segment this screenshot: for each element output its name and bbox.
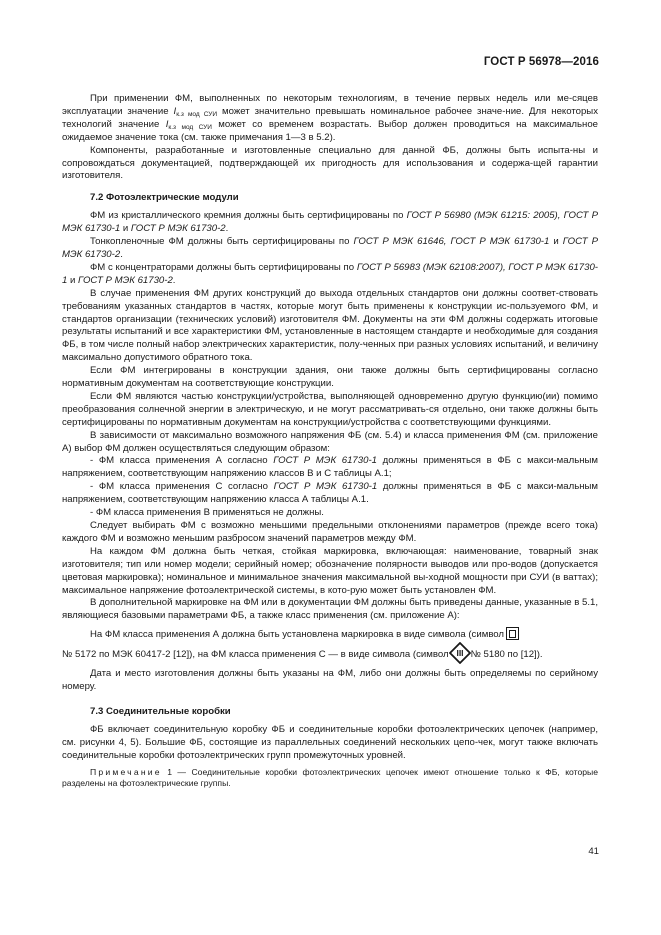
- paragraph: Тонкопленочные ФМ должны быть сертифицированы по ГОСТ Р МЭК 61646, ГОСТ Р МЭК 61730-1 и ГОСТ Р МЭК 61730-2.: [62, 236, 598, 260]
- paragraph: Компоненты, разработанные и изготовленные специально для данной ФБ, должны быть испыта-ны и сопровождаться документацией, подтверждающей их пригодность для использования и содержа-щей гарантии изготовителя.: [62, 144, 598, 182]
- paragraph: В зависимости от максимально возможного напряжения ФБ (см. 5.4) и класса применения ФМ (см. приложение А) выбор ФМ должен осуществляться следующим образом:: [62, 429, 598, 454]
- paragraph: Дата и место изготовления должны быть указаны на ФМ, либо они должны быть определяемы по серийному номеру.: [62, 668, 598, 693]
- class-iii-symbol-icon: [449, 642, 471, 664]
- list-item: - ФМ класса применения В применяться не должны.: [90, 507, 324, 519]
- section-heading: 7.3 Соединительные коробки: [90, 706, 231, 718]
- svg-text:III: III: [456, 648, 464, 659]
- section-heading: 7.2 Фотоэлектрические модули: [90, 192, 239, 204]
- paragraph: В случае применения ФМ других конструкций до выхода отдельных стандартов они должны соответ-ствовать требованиям указанных стандартов в частях, которые могут быть применены к конструкции ис-пользуемого ФМ, и стандартов организации (технических условий) изготовителя ФМ. Документы на эти ФМ должны содержать итоговые результаты испытаний и все характеристики ФМ, установленные в настоящем стандарте и необходимые для создания ФБ, в том числе полный набор электрических характеристик, полу-ченных при разных условиях испытаний, и величину максимально допустимого обратного тока.: [62, 287, 598, 364]
- paragraph: В дополнительной маркировке на ФМ или в документации ФМ должны быть приведены данные, указанные в 5.1, являющиеся базовыми параметрами ФБ, а также класс применения (см. приложение А):: [62, 597, 598, 622]
- paragraph-symbols-cont: № 5172 по МЭК 60417-2 [12]), на ФМ класса применения С — в виде символа (символ III № 5180 по [12]).: [62, 642, 598, 664]
- paragraph: На каждом ФМ должна быть четкая, стойкая маркировка, включающая: наименование, товарный знак изготовителя; тип или номер модели; серийный номер; обозначение полярности выводов или про-водов (допускается цветовая маркировка); номинальное и минимальное значения максимальной вы-ходной мощности при СУИ (в ваттах); максимальное напряжение фотоэлектрической системы, в кото-рую может быть установлен ФМ.: [62, 545, 598, 596]
- page-number: 41: [588, 846, 599, 857]
- paragraph-symbols: На ФМ класса применения А должна быть установлена маркировка в виде символа (символ: [62, 627, 598, 642]
- note: Примечание 1 — Соединительные коробки фотоэлектрических цепочек имеют отношение только к ФБ, которые разделены на фотоэлектрические группы.: [62, 766, 598, 789]
- paragraph: ФМ с концентраторами должны быть сертифицированы по ГОСТ Р 56983 (МЭК 62108:2007), ГОСТ Р МЭК 61730-1 и ГОСТ Р МЭК 61730-2.: [62, 261, 599, 286]
- paragraph: ФМ из кристаллического кремния должны быть сертифицированы по ГОСТ Р 56980 (МЭК 61215: 2005), ГОСТ Р МЭК 61730-1 и ГОСТ Р МЭК 61730-2.: [62, 210, 598, 235]
- paragraph: Если ФМ интегрированы в конструкции здания, они также должны быть сертифицированы согласно нормативным документам на соответствующие конструкции.: [62, 365, 598, 390]
- page-content: [62, 93, 598, 790]
- paragraph: Следует выбирать ФМ с возможно меньшими предельными отклонениями параметров (прежде всего тока) каждого ФМ и возможно меньшим разбросом значений параметров между ФМ.: [62, 520, 598, 544]
- note-label: Примечание: [90, 766, 162, 777]
- class-ii-symbol-icon: [506, 627, 519, 640]
- list-item: - ФМ класса применения С согласно ГОСТ Р МЭК 61730-1 должны применяться в ФБ с макси-мальным напряжением, соответствующим напряжению класса А таблицы А.1.: [62, 481, 598, 506]
- paragraph: При применении ФМ, выполненных по некоторым технологиям, в течение первых недель или ме-сяцев эксплуатации значение $I_{к.з мод СУИ}$ может значительно превышать номинальное рабочее значе-ние. Для некоторых технологий значение $I_{к.з мод СУИ}$ может со временем возрастать. Выбор должен проводиться на максимальное ожидаемое значение тока (см. также примечания 1—3 в 5.2).: [62, 93, 598, 143]
- standard-designation: ГОСТ Р 56978—2016: [483, 56, 599, 68]
- list-item: - ФМ класса применения А согласно ГОСТ Р МЭК 61730-1 должны применяться в ФБ с макси-мальным напряжением, соответствующим напряжению классов В и С таблицы А.1;: [62, 455, 598, 480]
- paragraph: Если ФМ являются частью конструкции/устройства, выполняющей одновременно другую функцию(ии) помимо преобразования солнечной энергии в электрическую, и не могут рассматривать-ся отдельно, они также должны быть сертифицированы по нормативным документам на конструкции/устройства с соответствующими функциями.: [62, 390, 598, 428]
- paragraph: ФБ включает соединительную коробку ФБ и соединительные коробки фотоэлектрических цепочек (например, см. рисунки 4, 5). Большие ФБ, состоящие из параллельных соединений нескольких цепо-чек, могут также включать соединительные коробки фотоэлектрических групп промежуточных уровней.: [62, 723, 598, 761]
